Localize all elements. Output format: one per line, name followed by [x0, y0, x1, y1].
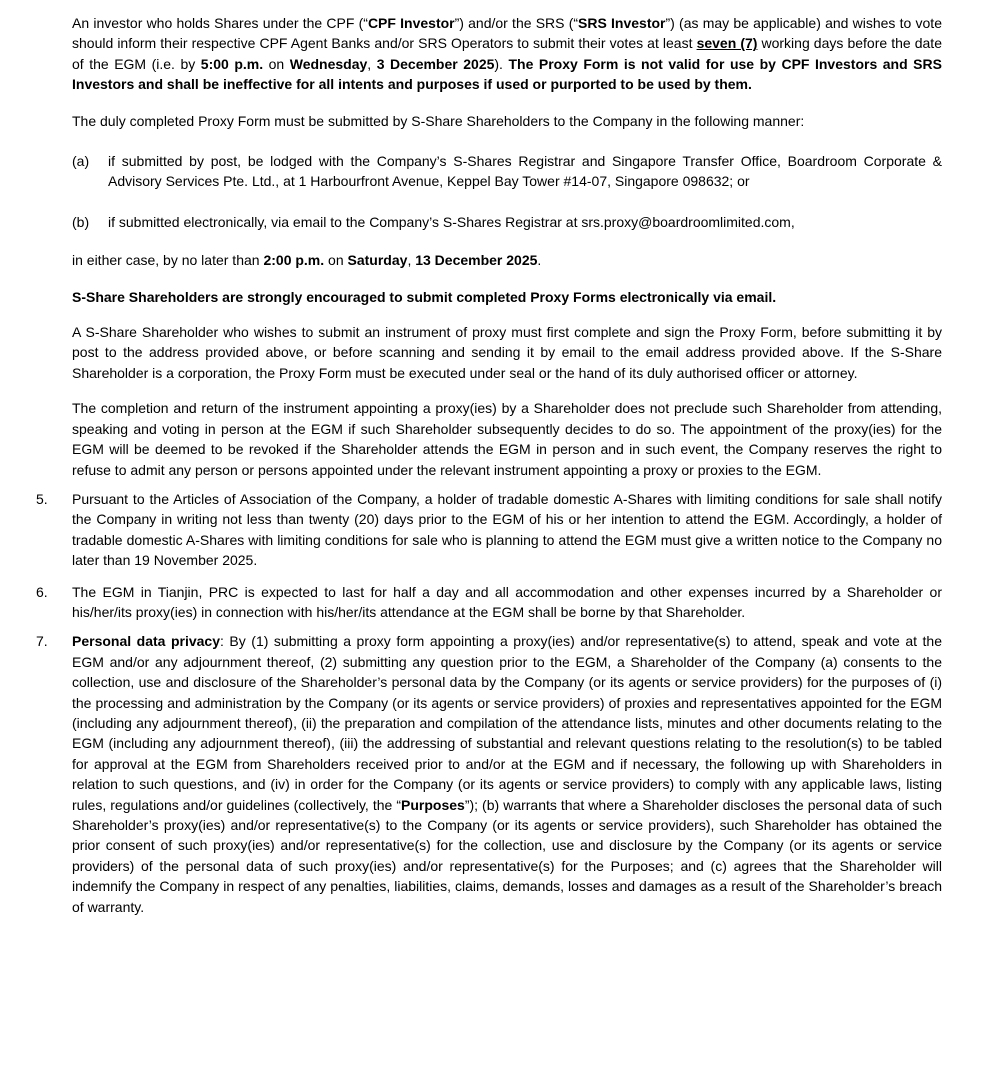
- item-label: 7.: [36, 633, 48, 650]
- text-run: CPF Investor: [367, 15, 455, 31]
- paragraph-text: [72, 252, 541, 268]
- text-run: if submitted electronically, via email to the Company’s S-Shares Registrar at srs.proxy@boardroomlimited.com,: [108, 213, 795, 230]
- text-run: The Proxy Form is not valid for use by CPF Investors and SRS Investors and shall be ineffective for all intents and purposes if used or purported to be used by them.: [72, 55, 942, 93]
- text-run: ,: [367, 55, 377, 72]
- numbered-paragraph: [36, 631, 942, 917]
- item-label: (a): [72, 153, 90, 170]
- text-run: S-Share Shareholders are strongly encouraged to submit completed Proxy Forms electronically via email.: [72, 288, 777, 305]
- text-run: Pursuant to the Articles of Association of the Company, a holder of tradable domestic A-Shares with limiting conditions for sale shall notify the Company in writing not less than twenty (20) days prior to the EGM of his or her intention to attend the EGM. Accordingly, a holder of tradable domestic A-Shares with limiting conditions for sale who is planning to attend the EGM must give a written notice to the Company no later than 19 November 2025.: [72, 490, 942, 569]
- text-run: The duly completed Proxy Form must be submitted by S-Share Shareholders to the Company in the following manner:: [72, 112, 805, 129]
- text-run: 3 December 2025: [376, 55, 495, 72]
- paragraph-text: [108, 153, 942, 189]
- text-run: working days before the date of the EGM (i.e. by: [72, 35, 942, 72]
- paragraph: [72, 250, 942, 270]
- text-run: SRS Investor: [578, 15, 666, 31]
- text-run: .: [537, 252, 542, 269]
- paragraph: [72, 13, 942, 95]
- text-run: if submitted by post, be lodged with the Company’s S-Shares Registrar and Singapore Transfer Office, Boardroom Corporate & Advisory Services Pte. Ltd., at 1 Harbourfront Avenue, Keppel Bay Tower #14-07, Singapore 098632; or: [108, 153, 942, 190]
- paragraph-text: [72, 324, 942, 381]
- paragraph-text: [72, 633, 942, 914]
- paragraph-text: [72, 584, 942, 620]
- text-run: Wednesday: [289, 55, 368, 72]
- paragraph-text: [72, 491, 942, 568]
- text-run: on: [324, 252, 348, 269]
- item-label: 6.: [36, 583, 48, 600]
- paragraph-text: [72, 400, 942, 477]
- lettered-paragraph: [72, 151, 942, 192]
- text-run: Purposes: [401, 796, 465, 813]
- text-run: The completion and return of the instrument appointing a proxy(ies) by a Shareholder does not preclude such Shareholder from attending, speaking and voting in person at the EGM if such Shareholder subsequently decides to do so. The appointment of the proxy(ies) for the EGM will be deemed to be revoked if the Shareholder attends the EGM in person and in such event, the Company reserves the right to refuse to admit any person or persons appointed under the relevant instrument appointing a proxy or proxies to the EGM.: [72, 400, 942, 478]
- text-run: ,: [407, 252, 416, 269]
- paragraph: [72, 398, 942, 480]
- text-run: ).: [494, 55, 509, 72]
- text-run: on: [263, 55, 290, 72]
- text-run: ”); (b) warrants that where a Shareholder discloses the personal data of such Shareholder’s proxy(ies) and/or representative(s) to the Company (or its agents or service providers), such Shareholder has obtained the prior consent of such proxy(ies) and/or representative(s) for the collection, use and disclosure by the Company (or its agents or service providers) of the personal data of such proxy(ies) and/or representative(s) for the Purposes; and (c) agrees that the Shareholder will indemnify the Company in respect of any penalties, liabilities, claims, demands, losses and damages as a result of the Shareholder’s breach of warranty.: [72, 796, 942, 915]
- paragraph-text: [72, 289, 776, 305]
- text-run: 13 December 2025: [415, 252, 538, 269]
- paragraph-text: [72, 15, 942, 92]
- item-label: (b): [72, 213, 90, 230]
- paragraph: [72, 287, 942, 307]
- text-run: 2:00 p.m.: [263, 252, 325, 269]
- text-run: Saturday: [347, 252, 408, 269]
- text-run: A S-Share Shareholder who wishes to submit an instrument of proxy must first complete and sign the Proxy Form, before submitting it by post to the address provided above, or before scanning and sending it by email to the email address provided above. If the S-Share Shareholder is a corporation, the Proxy Form must be executed under seal or the hand of its duly authorised officer or attorney.: [72, 324, 942, 381]
- text-run: in either case, by no later than: [72, 252, 264, 269]
- numbered-paragraph: [36, 489, 942, 571]
- text-run: : By (1) submitting a proxy form appointing a proxy(ies) and/or representative(s) to attend, speak and vote at the EGM and/or any adjournment thereof, (2) submitting any question prior to the EGM, a Shareholder of the Company (a) consents to the collection, use and disclosure of the Shareholder’s personal data by the Company (or its agents or service providers) for the purposes of (i) the processing and administration by the Company (or its agents or service providers) of proxies and representatives appointed for the EGM (including any adjournment thereof), (ii) the preparation and compilation of the attendance lists, minutes and other documents relating to the EGM (including any adjournment thereof), (iii) the addressing of substantial and relevant questions relating to the resolution(s) to be tabled for approval at the EGM from Shareholders received prior to and/or at the EGM and if necessary, the following up with Shareholders in relation to such questions, and (iv) in order for the Company (or its agents or service providers) to comply with any applicable laws, listing rules, regulations and/or guidelines (collectively, the “: [72, 633, 942, 813]
- paragraph-text: [72, 113, 804, 129]
- item-label: 5.: [36, 490, 48, 507]
- numbered-paragraph: [36, 582, 942, 623]
- text-run: 5:00 p.m.: [200, 55, 264, 72]
- text-run: seven (7): [696, 35, 758, 52]
- lettered-paragraph: [72, 212, 942, 232]
- text-run: ”) and/or the SRS (“: [454, 15, 579, 31]
- text-run: The EGM in Tianjin, PRC is expected to last for half a day and all accommodation and other expenses incurred by a Shareholder or his/her/its proxy(ies) in connection with his/her/its attendance at the EGM shall be borne by that Shareholder.: [72, 583, 942, 620]
- paragraph-text: [108, 214, 795, 230]
- text-run: ”) (as may be applicable) and wishes to vote should inform their respective CPF Agent Banks and/or SRS Operators to submit their votes at least: [72, 15, 942, 52]
- paragraph: [72, 322, 942, 383]
- paragraph: [72, 111, 942, 131]
- text-run: An investor who holds Shares under the CPF (“: [72, 15, 368, 31]
- text-run: Personal data privacy: [72, 633, 221, 650]
